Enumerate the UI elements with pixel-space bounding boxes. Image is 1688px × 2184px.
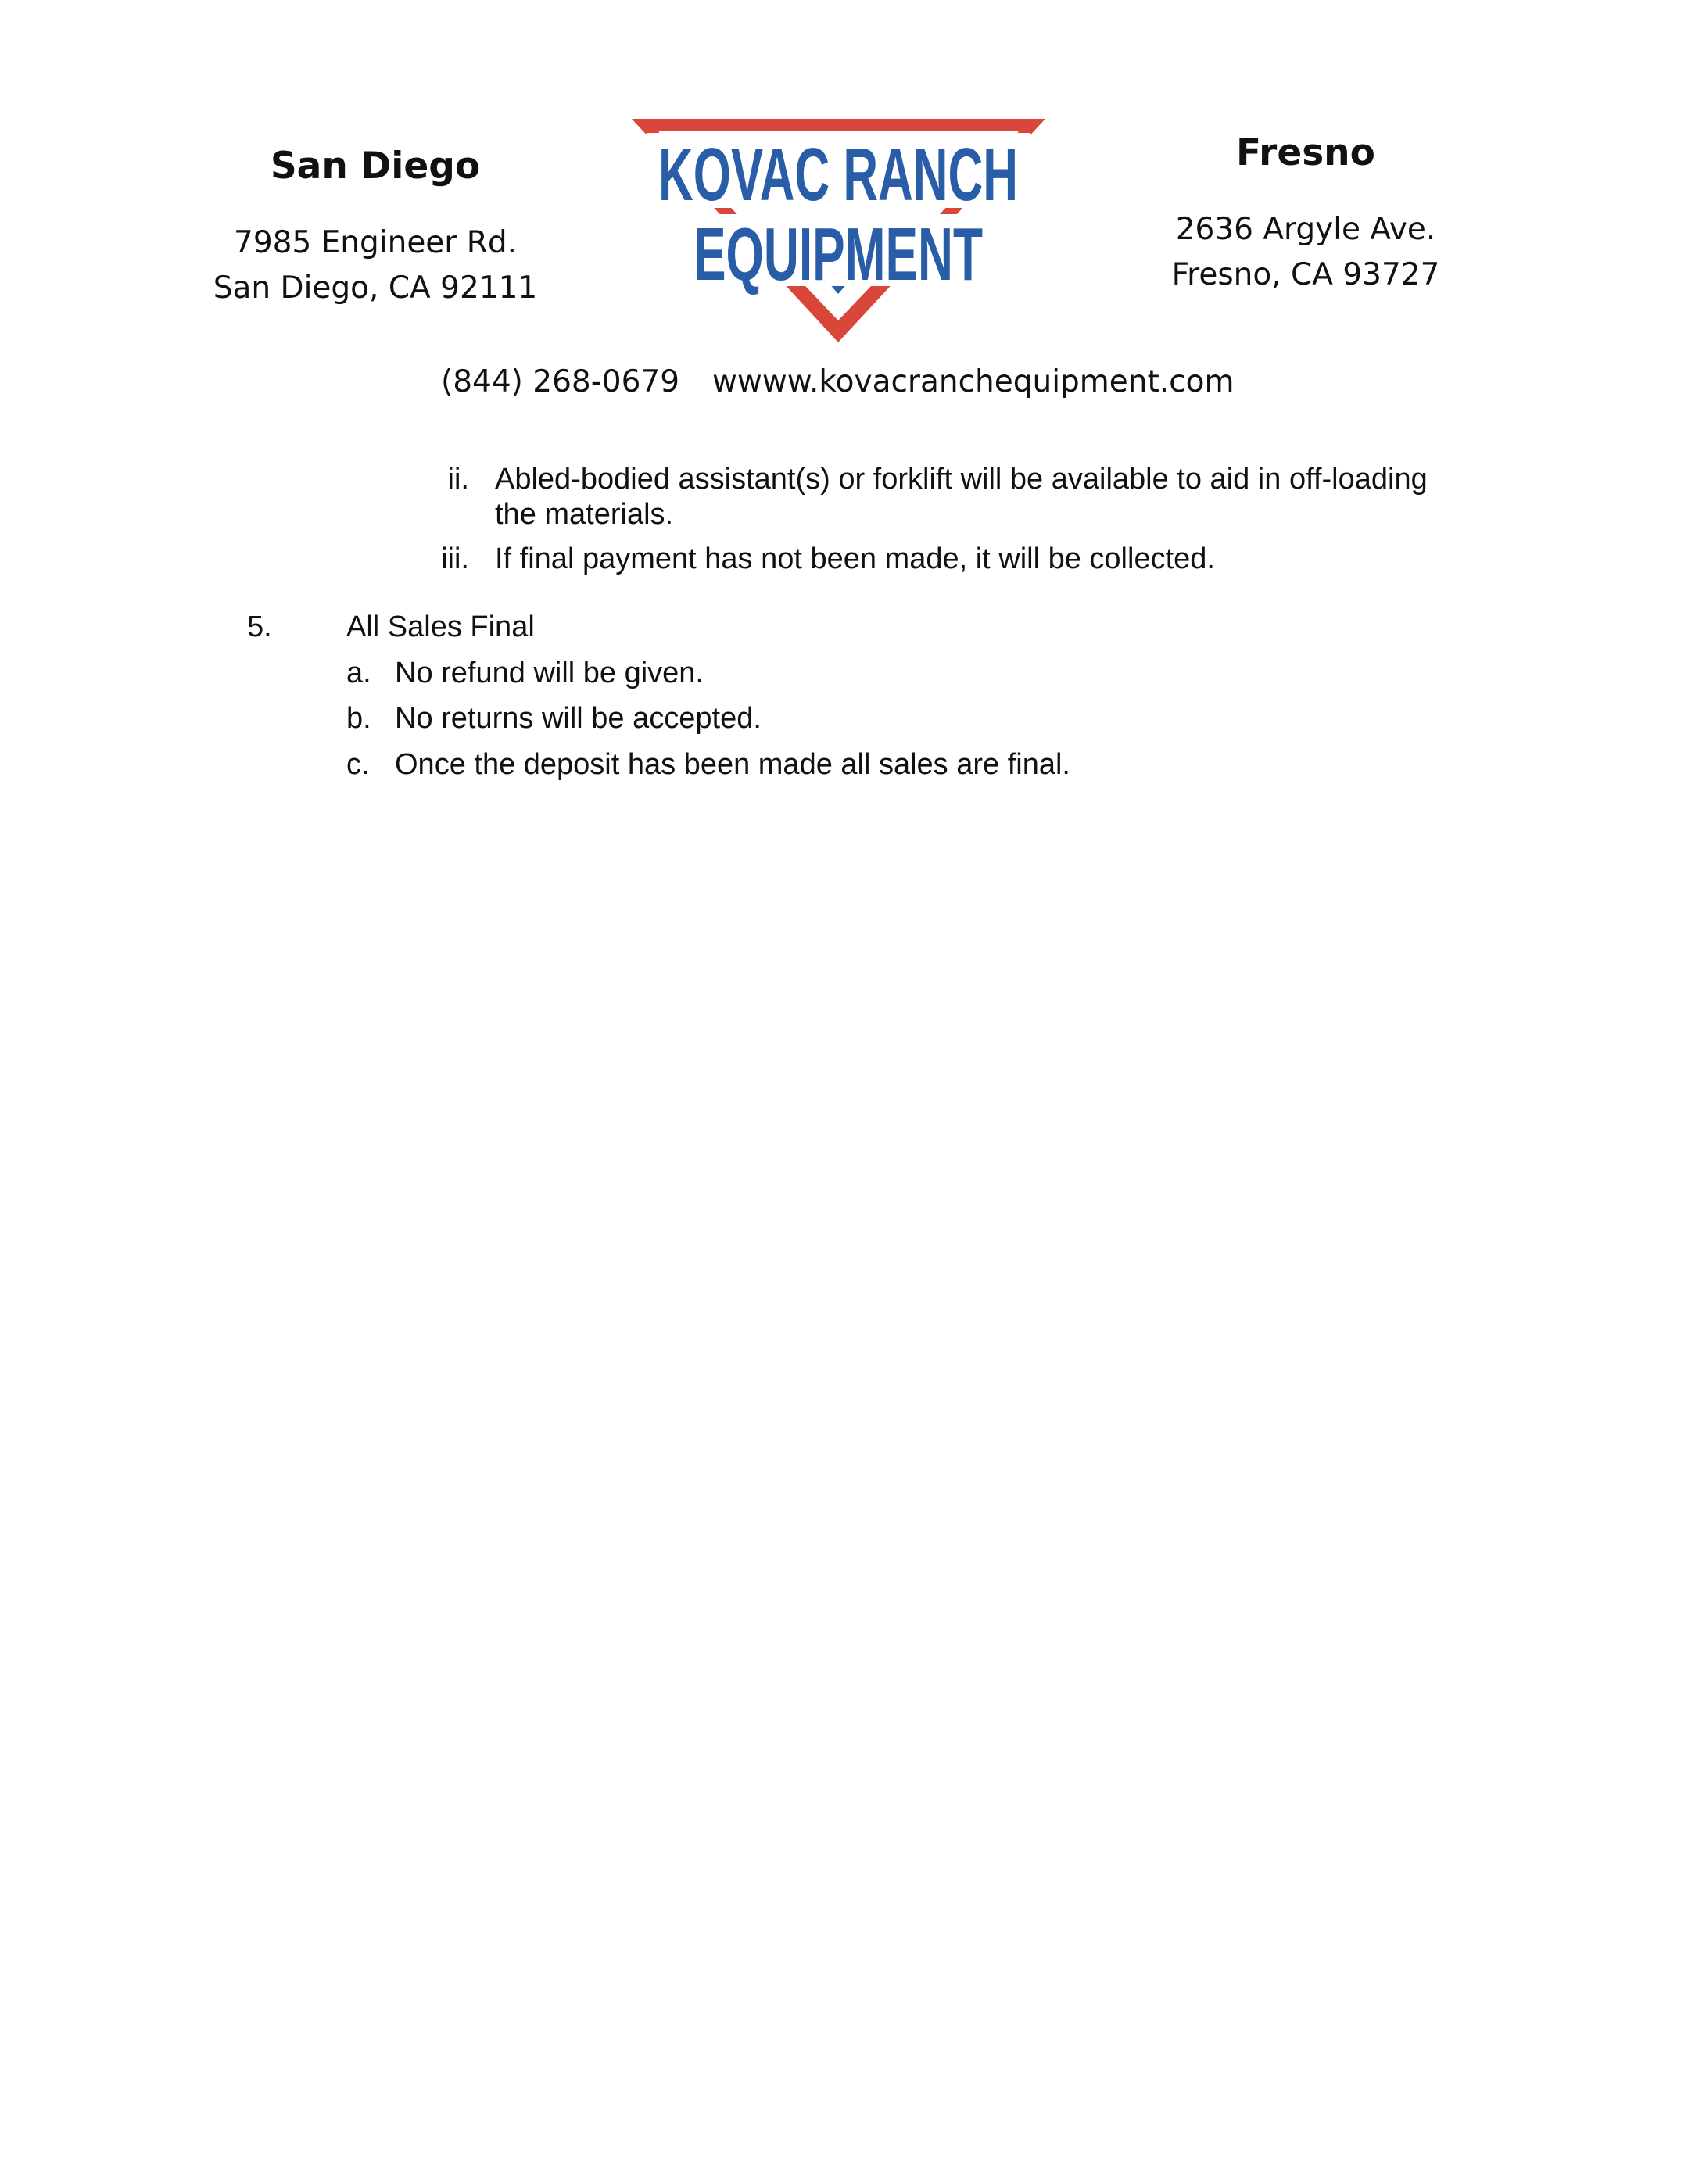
san-diego-location [180,145,571,311]
website-link[interactable]: wwww.kovacranchequipment.com [712,364,1235,399]
location-city: Fresno [1236,131,1375,174]
location-address-line1: 2636 Argyle Ave. [1175,212,1436,247]
list-marker: ii. [447,463,469,496]
logo-line2: EQUIPMENT [693,213,983,296]
list-item-text: the materials. [495,498,674,531]
list-marker: b. [346,702,371,735]
list-item-text: If final payment has not been made, it will be collected. [495,542,1215,575]
fresno-location [1110,131,1501,298]
list-item-text: No returns will be accepted. [395,702,762,735]
list-item-text: No refund will be given. [395,657,704,689]
list-marker: c. [346,748,370,781]
logo-line1: KOVAC RANCH [658,133,1018,217]
section-number: 5. [247,610,272,643]
list-marker: iii. [441,542,469,575]
phone-number: (844) 268-0679 [441,364,680,399]
list-item-text: Once the deposit has been made all sales are final. [395,748,1070,781]
location-address-line2: Fresno, CA 93727 [1171,257,1440,292]
kovac-ranch-logo [625,116,1052,346]
list-marker: a. [346,657,371,689]
location-address-line1: 7985 Engineer Rd. [234,225,517,260]
contact-line [441,364,1234,399]
list-item-text: Abled-bodied assistant(s) or forklift will be available to aid in off-loading [495,463,1428,496]
location-city: San Diego [270,145,481,188]
location-address-line2: San Diego, CA 92111 [213,270,538,306]
section-title: All Sales Final [346,610,535,643]
